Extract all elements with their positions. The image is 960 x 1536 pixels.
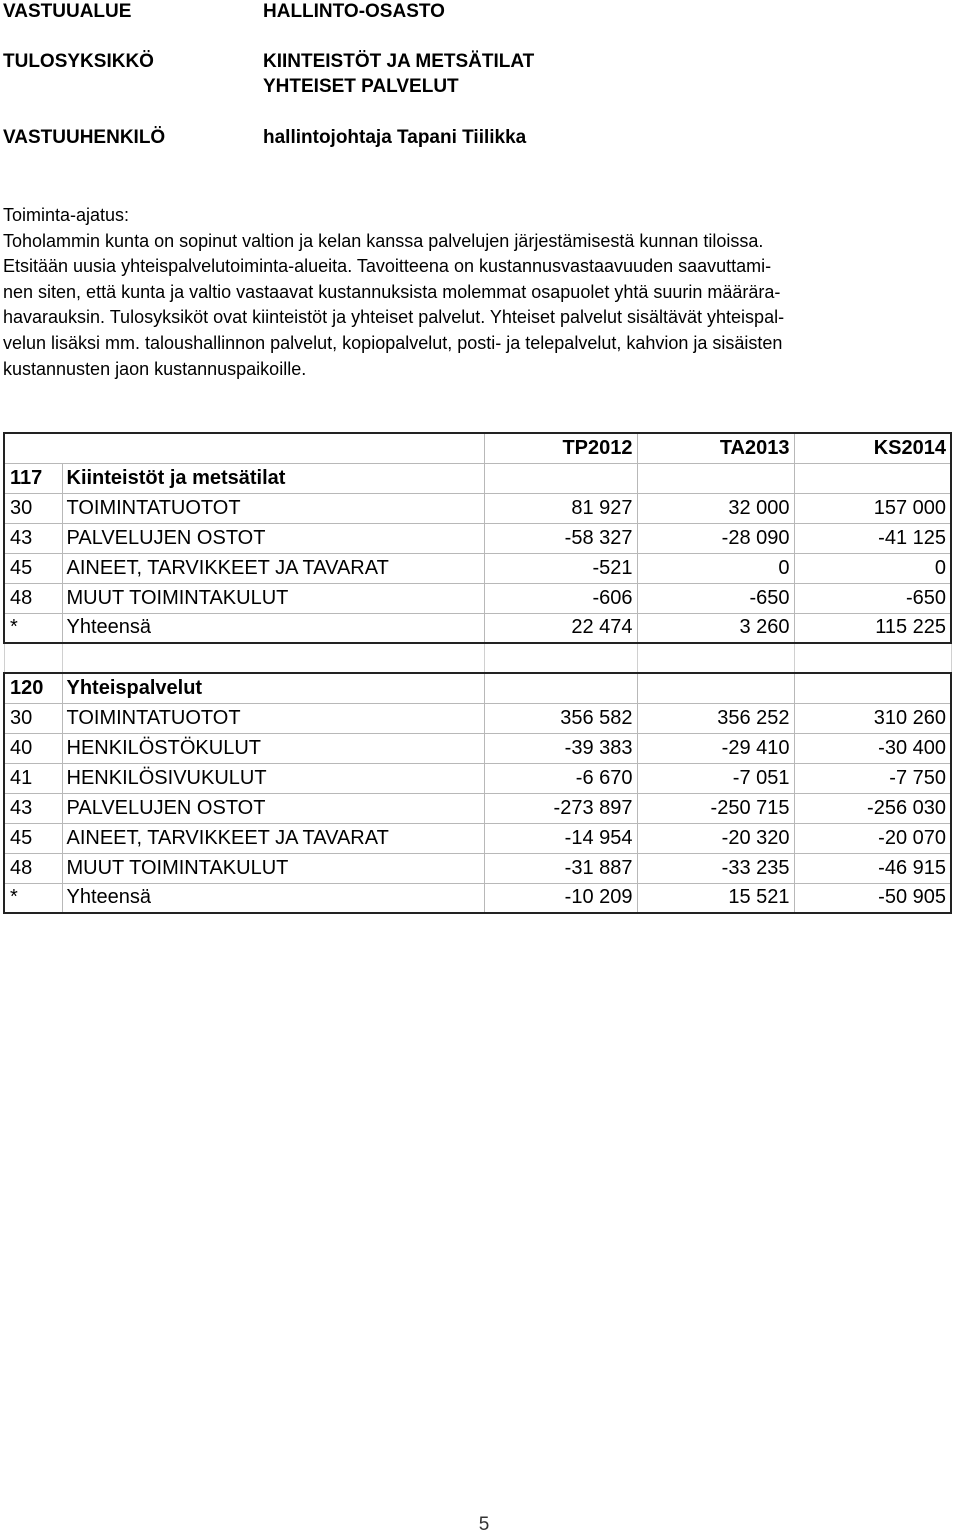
table-row xyxy=(4,553,951,583)
page-number: 5 xyxy=(478,1514,490,1535)
account-code: 41 xyxy=(4,763,62,793)
empty-cell xyxy=(637,643,794,673)
empty-cell xyxy=(484,643,637,673)
value-tp2012: 356 582 xyxy=(484,703,637,733)
account-label: PALVELUJEN OSTOT xyxy=(62,793,484,823)
value-ta2013: -650 xyxy=(637,583,794,613)
total-label: Yhteensä xyxy=(62,883,484,913)
total-marker: * xyxy=(4,613,62,643)
value-ks2014: 0 xyxy=(794,553,951,583)
section-title: Yhteispalvelut xyxy=(62,673,484,703)
intro-title: Toiminta-ajatus: xyxy=(3,205,130,225)
account-code: 48 xyxy=(4,853,62,883)
tulosyksikko-value-2: YHTEISET PALVELUT xyxy=(263,76,459,97)
table-row xyxy=(4,493,951,523)
intro-line: havarauksin. Tulosyksiköt ovat kiinteistöt ja yhteiset palvelut. Yhteiset palvelut sisältävät yhteispal- xyxy=(3,307,785,328)
column-header-ks2014: KS2014 xyxy=(794,433,951,463)
value-ks2014: -256 030 xyxy=(794,793,951,823)
value-tp2012: -273 897 xyxy=(484,793,637,823)
value-ta2013: -250 715 xyxy=(637,793,794,823)
value-ks2014: 157 000 xyxy=(794,493,951,523)
value-ta2013: -7 051 xyxy=(637,763,794,793)
value-ta2013: 356 252 xyxy=(637,703,794,733)
total-ks2014: -50 905 xyxy=(794,883,951,913)
table-header-row xyxy=(4,433,951,463)
empty-cell xyxy=(484,673,637,703)
value-ta2013: -29 410 xyxy=(637,733,794,763)
value-tp2012: -31 887 xyxy=(484,853,637,883)
value-tp2012: 81 927 xyxy=(484,493,637,523)
tulosyksikko-value-1: KIINTEISTÖT JA METSÄTILAT xyxy=(263,51,535,72)
total-ta2013: 15 521 xyxy=(637,883,794,913)
intro-line: nen siten, että kunta ja valtio vastaavat kustannuksista molemmat osapuolet yhtä suurin määrära- xyxy=(3,281,781,302)
section-title-row xyxy=(4,463,951,493)
total-ks2014: 115 225 xyxy=(794,613,951,643)
total-row xyxy=(4,883,951,913)
value-tp2012: -58 327 xyxy=(484,523,637,553)
table-row xyxy=(4,763,951,793)
table-row xyxy=(4,733,951,763)
empty-cell xyxy=(484,463,637,493)
value-tp2012: -521 xyxy=(484,553,637,583)
header-cell-empty xyxy=(4,433,62,463)
account-code: 30 xyxy=(4,703,62,733)
account-label: HENKILÖSIVUKULUT xyxy=(62,763,484,793)
empty-cell xyxy=(62,643,484,673)
account-label: AINEET, TARVIKKEET JA TAVARAT xyxy=(62,553,484,583)
intro-line: Etsitään uusia yhteispalvelutoiminta-alueita. Tavoitteena on kustannusvastaavuuden saavuttami- xyxy=(3,256,772,277)
value-ta2013: 0 xyxy=(637,553,794,583)
table-row xyxy=(4,793,951,823)
account-label: HENKILÖSTÖKULUT xyxy=(62,733,484,763)
empty-cell xyxy=(637,463,794,493)
value-ks2014: -30 400 xyxy=(794,733,951,763)
value-tp2012: -606 xyxy=(484,583,637,613)
budget-table xyxy=(3,432,952,914)
account-label: PALVELUJEN OSTOT xyxy=(62,523,484,553)
vastuuhenkilo-value: hallintojohtaja Tapani Tiilikka xyxy=(263,127,527,148)
value-ks2014: -20 070 xyxy=(794,823,951,853)
value-ta2013: 32 000 xyxy=(637,493,794,523)
spacer-row xyxy=(4,643,951,673)
value-ta2013: -20 320 xyxy=(637,823,794,853)
table-row xyxy=(4,823,951,853)
total-marker: * xyxy=(4,883,62,913)
value-tp2012: -14 954 xyxy=(484,823,637,853)
account-code: 43 xyxy=(4,793,62,823)
account-label: MUUT TOIMINTAKULUT xyxy=(62,853,484,883)
header-cell-empty xyxy=(62,433,484,463)
empty-cell xyxy=(794,643,951,673)
section-title: Kiinteistöt ja metsätilat xyxy=(62,463,484,493)
value-ks2014: -46 915 xyxy=(794,853,951,883)
empty-cell xyxy=(794,673,951,703)
table-row xyxy=(4,853,951,883)
total-row xyxy=(4,613,951,643)
tulosyksikko-label: TULOSYKSIKKÖ xyxy=(3,51,154,72)
section-code: 120 xyxy=(4,673,62,703)
value-ks2014: 310 260 xyxy=(794,703,951,733)
table-row xyxy=(4,583,951,613)
value-ks2014: -7 750 xyxy=(794,763,951,793)
section-title-row xyxy=(4,673,951,703)
total-tp2012: 22 474 xyxy=(484,613,637,643)
section-code: 117 xyxy=(4,463,62,493)
intro-line: Toholammin kunta on sopinut valtion ja kelan kanssa palvelujen järjestämisestä kunnan tiloissa. xyxy=(3,230,764,251)
column-header-tp2012: TP2012 xyxy=(484,433,637,463)
account-code: 45 xyxy=(4,553,62,583)
account-code: 43 xyxy=(4,523,62,553)
account-code: 45 xyxy=(4,823,62,853)
vastuualue-label: VASTUUALUE xyxy=(3,1,132,22)
table-row xyxy=(4,523,951,553)
intro-line: kustannusten jaon kustannuspaikoille. xyxy=(3,358,307,379)
account-code: 40 xyxy=(4,733,62,763)
empty-cell xyxy=(4,643,62,673)
account-code: 30 xyxy=(4,493,62,523)
column-header-ta2013: TA2013 xyxy=(637,433,794,463)
account-label: TOIMINTATUOTOT xyxy=(62,493,484,523)
account-label: AINEET, TARVIKKEET JA TAVARAT xyxy=(62,823,484,853)
empty-cell xyxy=(794,463,951,493)
value-ta2013: -33 235 xyxy=(637,853,794,883)
intro-text xyxy=(3,203,958,382)
empty-cell xyxy=(637,673,794,703)
total-tp2012: -10 209 xyxy=(484,883,637,913)
vastuualue-value: HALLINTO-OSASTO xyxy=(263,1,445,22)
value-tp2012: -39 383 xyxy=(484,733,637,763)
vastuuhenkilo-label: VASTUUHENKILÖ xyxy=(3,127,166,148)
intro-line: velun lisäksi mm. taloushallinnon palvelut, kopiopalvelut, posti- ja telepalvelut, kahvion ja sisäisten xyxy=(3,332,783,353)
value-ks2014: -41 125 xyxy=(794,523,951,553)
account-label: TOIMINTATUOTOT xyxy=(62,703,484,733)
account-code: 48 xyxy=(4,583,62,613)
value-tp2012: -6 670 xyxy=(484,763,637,793)
total-ta2013: 3 260 xyxy=(637,613,794,643)
value-ta2013: -28 090 xyxy=(637,523,794,553)
total-label: Yhteensä xyxy=(62,613,484,643)
value-ks2014: -650 xyxy=(794,583,951,613)
account-label: MUUT TOIMINTAKULUT xyxy=(62,583,484,613)
table-row xyxy=(4,703,951,733)
